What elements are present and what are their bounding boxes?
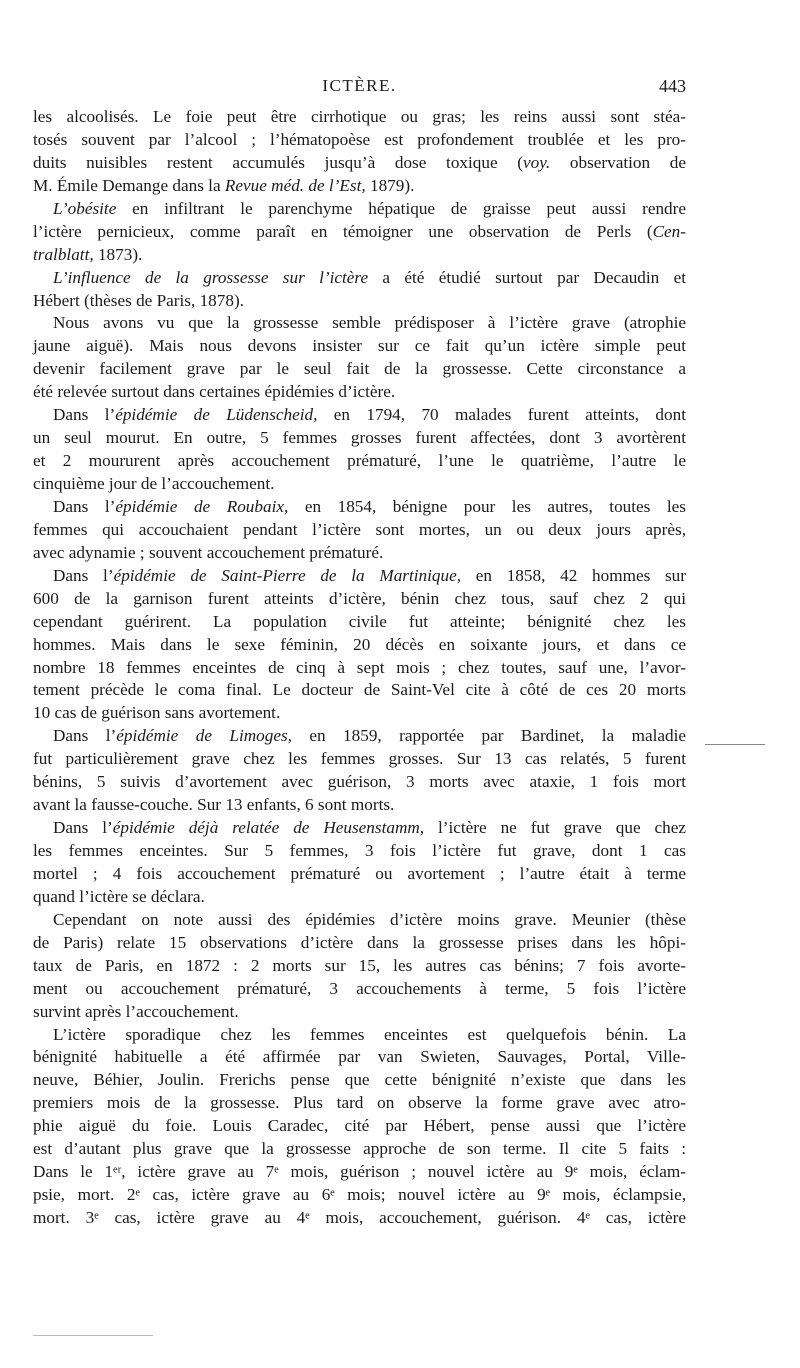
text-span: influence de la grossesse sur l’ictère [67,267,369,287]
page-header [33,76,686,100]
text-line [33,932,686,955]
text-line [33,702,686,725]
text-span: les alcoolisés. Le foie peut être cirrhotique ou gras; les reins aussi sont stéa- [33,107,686,126]
text-span: est d’autant plus grave que la grossesse approche de son terme. Il cite 5 faits : [33,1139,686,1159]
text-line [33,886,686,909]
text-line [33,175,686,198]
text-span: épidémie de Limoges, [116,726,292,746]
text-span: 600 de la garnison furent atteints d’ictère, bénin chez tous, sauf chez 2 qui [33,588,686,608]
text-span: nombre 18 femmes enceintes de cinq à sept mois ; chez toutes, sauf une, l’avor- [33,657,686,677]
text-line [33,221,686,244]
text-line [33,817,686,840]
text-span: M. Émile Demange dans la [33,175,225,195]
text-line [33,1138,686,1161]
text-span: mort. 3ᵉ cas, ictère grave au 4ᵉ mois, accouchement, guérison. 4ᵉ cas, ictère [33,1208,686,1227]
text-line [33,473,686,496]
text-line [33,404,686,427]
text-span: avec adynamie ; souvent accouchement prématuré. [33,542,384,562]
text-span: bénignité habituelle a été affirmée par van Swieten, Sauvages, Portal, Ville- [33,1047,686,1067]
text-line [33,358,686,381]
text-span: de Paris) relate 15 observations d’ictère dans la grossesse prises dans les hôpi- [33,932,686,952]
text-line [33,611,686,634]
text-span: Cependant on note aussi des épidémies d’ictère moins grave. Meunier (thèse [53,909,686,929]
text-line [33,1046,686,1069]
text-line [33,978,686,1001]
text-line [33,290,686,313]
text-span: un seul mourut. En outre, 5 femmes grosses furent affectées, dont 3 avortèrent [33,428,686,448]
text-span: épidémie de Roubaix, [115,496,289,516]
text-span: en 1854, bénigne pour les autres, toutes les [288,496,686,516]
text-line [33,106,686,129]
text-line [33,1001,686,1024]
text-span: avant la fausse-couche. Sur 13 enfants, 6 sont morts. [33,795,395,815]
text-span: 1879). [365,175,415,195]
text-line [33,1184,686,1207]
text-span: Dans l’ [53,726,117,746]
text-span: Nous avons vu que la grossesse semble prédisposer à l’ictère grave (atrophie [53,313,686,333]
text-span: épidémie déjà relatée de Heusenstamm, [112,818,425,838]
text-span: tement précède le coma final. Le docteur de Saint-Vel cite à côté de ces 20 morts [33,680,686,700]
text-span: neuve, Béhier, Joulin. Frerichs pense que cette bénignité n’existe que dans les [33,1070,686,1090]
text-line [33,955,686,978]
text-span: a été étudié surtout par Decaudin et [368,267,686,287]
text-line [33,267,686,290]
text-span: Dans l’ [53,496,116,516]
text-line [33,198,686,221]
text-line [33,794,686,817]
text-span: femmes qui accouchaient pendant l’ictère sont mortes, un ou deux jours après, [33,519,686,539]
text-span: en infiltrant le parenchyme hépatique de graisse peut aussi rendre [116,198,686,218]
text-line [33,129,686,152]
text-line [33,427,686,450]
text-span: L’ictère sporadique chez les femmes enceintes est quelquefois bénin. La [53,1024,686,1044]
text-span: Hébert (thèses de Paris, 1878). [33,290,244,310]
text-line [33,1207,686,1230]
text-line [33,909,686,932]
scan-mark [33,1335,153,1336]
text-line [33,725,686,748]
text-span: taux de Paris, en 1872 : 2 morts sur 15, les autres cas bénins; 7 fois avorte- [33,955,686,975]
text-line [33,381,686,404]
text-line [33,1092,686,1115]
text-span: Cen- [652,221,686,241]
text-span: fut particulièrement grave chez les femmes grosses. Sur 13 cas relatés, 5 furent [33,749,686,769]
text-span: quand l’ictère se déclara. [33,886,205,906]
text-span: hommes. Mais dans le sexe féminin, 20 décès en soixante jours, et dans ce [33,634,686,654]
text-line [33,1115,686,1138]
text-line [33,335,686,358]
text-line [33,152,686,175]
text-span: observation de [550,152,686,172]
text-span: l’ictère pernicieux, comme paraît en témoigner une observation de Perls ( [33,221,653,241]
text-span: 1873). [93,244,143,264]
text-span: Dans l’ [53,405,116,425]
text-span: psie, mort. 2ᵉ cas, ictère grave au 6ᵉ mois; nouvel ictère au 9ᵉ mois, éclampsie, [33,1185,686,1205]
text-span: jaune aiguë). Mais nous devons insister sur ce fait qu’un ictère simple peut [33,336,686,356]
body-text [33,106,686,1230]
text-span: L’ [53,267,68,287]
text-line [33,519,686,542]
text-span: l’ictère ne fut grave que chez [424,818,687,838]
text-span: Dans l’ [53,565,114,585]
text-line [33,863,686,886]
text-span: épidémie de Saint-Pierre de la Martinique, [113,565,462,585]
text-span: tosés souvent par l’alcool ; l’hématopoèse est profondement troublée et les pro- [33,129,686,149]
text-span: tralblatt, [33,244,94,264]
scan-mark [705,744,765,745]
text-span: en 1794, 70 malades furent atteints, dont [317,405,686,425]
text-span: phie aiguë du foie. Louis Caradec, cité par Hébert, pense aussi que l’ictère [33,1116,686,1136]
text-span: L’ [53,198,68,218]
text-line [33,496,686,519]
text-line [33,542,686,565]
text-line [33,634,686,657]
text-span: en 1859, rapportée par Bardinet, la maladie [291,726,687,746]
text-line [33,1069,686,1092]
text-line [33,1161,686,1184]
text-line [33,450,686,473]
text-span: Dans le 1ᵉʳ, ictère grave au 7ᵉ mois, guérison ; nouvel ictère au 9ᵉ mois, éclam- [33,1162,686,1182]
text-span: cinquième jour de l’accouchement. [33,474,275,493]
text-span: été relevée surtout dans certaines épidémies d’ictère. [33,382,396,402]
text-span: bénins, 5 suivis d’avortement avec guérison, 3 morts avec ataxie, 1 fois mort [33,772,686,792]
text-line [33,840,686,863]
text-line [33,679,686,702]
text-line [33,312,686,335]
text-span: en 1858, 42 hommes sur [461,565,686,585]
text-line [33,244,686,267]
text-span: et 2 moururent après accouchement prématuré, l’une le quatrième, l’autre le [33,451,686,471]
text-span: premiers mois de la grossesse. Plus tard on observe la forme grave avec atro- [33,1093,686,1113]
text-line [33,771,686,794]
text-span: duits nuisibles restent accumulés jusqu’à dose toxique ( [33,152,524,172]
text-span: devenir facilement grave par le seul fait de la grossesse. Cette circonstance a [33,359,686,379]
text-span: épidémie de Lüdenscheid, [115,405,318,425]
running-title: ICTÈRE. [322,76,397,95]
text-span: Revue méd. de l’Est, [224,175,366,195]
page-number: 443 [659,76,686,96]
text-line [33,565,686,588]
text-span: Dans l’ [53,818,113,838]
text-span: les femmes enceintes. Sur 5 femmes, 3 fois l’ictère fut grave, dont 1 cas [33,841,686,860]
text-span: mortel ; 4 fois accouchement prématuré ou avortement ; l’autre était à terme [33,863,686,883]
text-line [33,657,686,680]
text-line [33,588,686,611]
text-span: cependant guérirent. La population civile fut atteinte; bénignité chez les [33,611,686,631]
text-span: survint après l’accouchement. [33,1001,239,1021]
text-span: obésite [67,198,117,218]
text-span: 10 cas de guérison sans avortement. [33,703,281,723]
text-line [33,1024,686,1047]
text-span: ment ou accouchement prématuré, 3 accouchements à terme, 5 fois l’ictère [33,978,686,998]
text-span: voy. [523,152,551,172]
text-line [33,748,686,771]
